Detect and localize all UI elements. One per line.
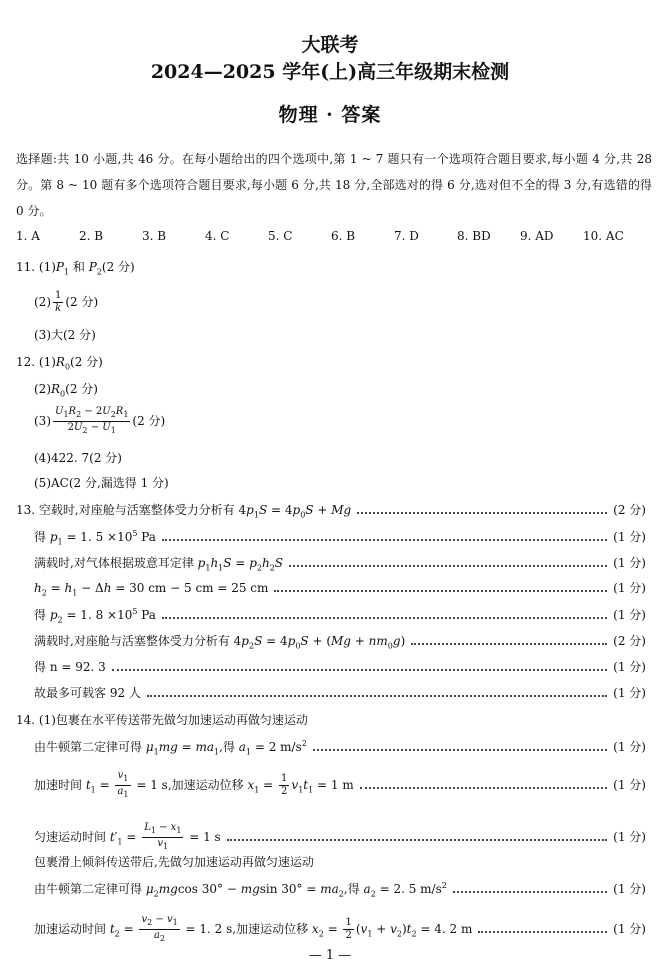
q12-part3: (3) $\frac{U_1R_2 - 2U_2R_1}{2U_2 - U_1}$ (2 分) <box>34 406 166 435</box>
q11-part2: (2) $\frac{1}{k}$ (2 分) <box>34 290 99 314</box>
mc-answer: 6. B <box>331 229 356 243</box>
q13-step: 故最多可载客 92 人 (1 分) <box>34 686 646 700</box>
q12-part4: (4)422. 7(2 分) <box>34 451 122 465</box>
q14-step: 加速时间 $t_1$ = $\frac{v_1}{a_1}$ = 1 s,加速运动位移 $x_1$ = $\frac{1}{2}$ $v_1t_1 = 1$ m (1 分) <box>34 770 646 799</box>
mc-answer: 10. AC <box>583 229 624 243</box>
mc-answer: 1. A <box>16 229 40 243</box>
q12-part5: (5)AC(2 分,漏选得 1 分) <box>34 476 169 490</box>
q14-step: 由牛顿第二定律可得 $\mu_2mgcos$ 30° − mgsin $30^\circ = ma_2$,得 $a_2 = 2$. 5 $m/s^2$ (1 分) <box>34 881 646 899</box>
subject-title: 物理 · 答案 <box>278 104 382 126</box>
q13-step: 满载时,对气体根据玻意耳定律 $p_1h_1S = p_2h_2S$ (1 分) <box>34 556 646 573</box>
mc-answer: 9. AD <box>520 229 554 243</box>
q13-step: 满载时,对座舱与活塞整体受力分析有 $4p_2S = 4p_0S + (Mg + nm_0g)$ (2 分) <box>34 634 646 651</box>
q13-step: 得 $p_1 = 1$. $5 \times 10^5$ Pa (1 分) <box>34 529 646 547</box>
q14-heading: 14. (1)包裹在水平传送带先做匀加速运动再做匀速运动 <box>16 713 308 727</box>
q14-step: 由牛顿第二定律可得 $\mu_1mg = ma_1$,得 $a_1 = 2$ $m/s^2$ (1 分) <box>34 739 646 757</box>
mc-answer: 3. B <box>142 229 167 243</box>
q13-step: $h_2 = h_1 - \Delta h = 30$ cm − 5 cm = 25 cm (1 分) <box>34 581 646 598</box>
mc-answer: 4. C <box>205 229 230 243</box>
choice-instructions: 选择题:共 10 小题,共 46 分。在每小题给出的四个选项中,第 1 ~ 7 题只有一个选项符合题目要求,每小题 4 分,共 28 分。第 8 ~ 10 题有多个选项符合题目要求,每小题 6 分,共 18 分,全部选对的得 6 分,选对但不全的得 3 分,有选错的得 0 分。 <box>16 152 652 218</box>
mc-answer: 2. B <box>79 229 104 243</box>
exam-title: 大联考 <box>301 34 359 56</box>
q14-step: 加速运动时间 $t_2$ = $\frac{v_2 - v_1}{a_2}$ = 1. 2 s,加速运动位移 $x_2$ = $\frac{1}{2}$ $(v_1 + v_2)t_2 = 4$. 2 m (1 分) <box>34 914 646 943</box>
q13-step: 13. 空载时,对座舱与活塞整体受力分析有 $4p_1S = 4p_0S + Mg$ (2 分) <box>16 503 646 520</box>
q11-part3: (3)大(2 分) <box>34 328 96 342</box>
q13-step: 得 n = 92. 3 (1 分) <box>34 660 646 674</box>
q12-part1: 12. $(1)R_0(2$ 分) <box>16 355 103 372</box>
mc-answer: 7. D <box>394 229 419 243</box>
q14-step: 匀速运动时间 $t'_1$ = $\frac{L_1 - x_1}{v_1}$ = 1 s (1 分) <box>34 822 646 851</box>
exam-subtitle: 2024—2025 学年(上)高三年级期末检测 <box>150 61 510 83</box>
q13-step: 得 $p_2 = 1$. $8 \times 10^5$ Pa (1 分) <box>34 607 646 625</box>
q12-part2: $(2)R_0(2$ 分) <box>34 382 98 399</box>
mc-answer: 5. C <box>268 229 293 243</box>
mc-answer: 8. BD <box>457 229 491 243</box>
q14-step-text: 包裹滑上倾斜传送带后,先做匀加速运动再做匀速运动 <box>34 855 314 869</box>
page-number: — 1 — <box>308 948 352 963</box>
q11-part1: 11. $(1)P_1$ 和 $P_2(2$ 分) <box>16 260 135 277</box>
mc-answer-row <box>16 229 646 243</box>
